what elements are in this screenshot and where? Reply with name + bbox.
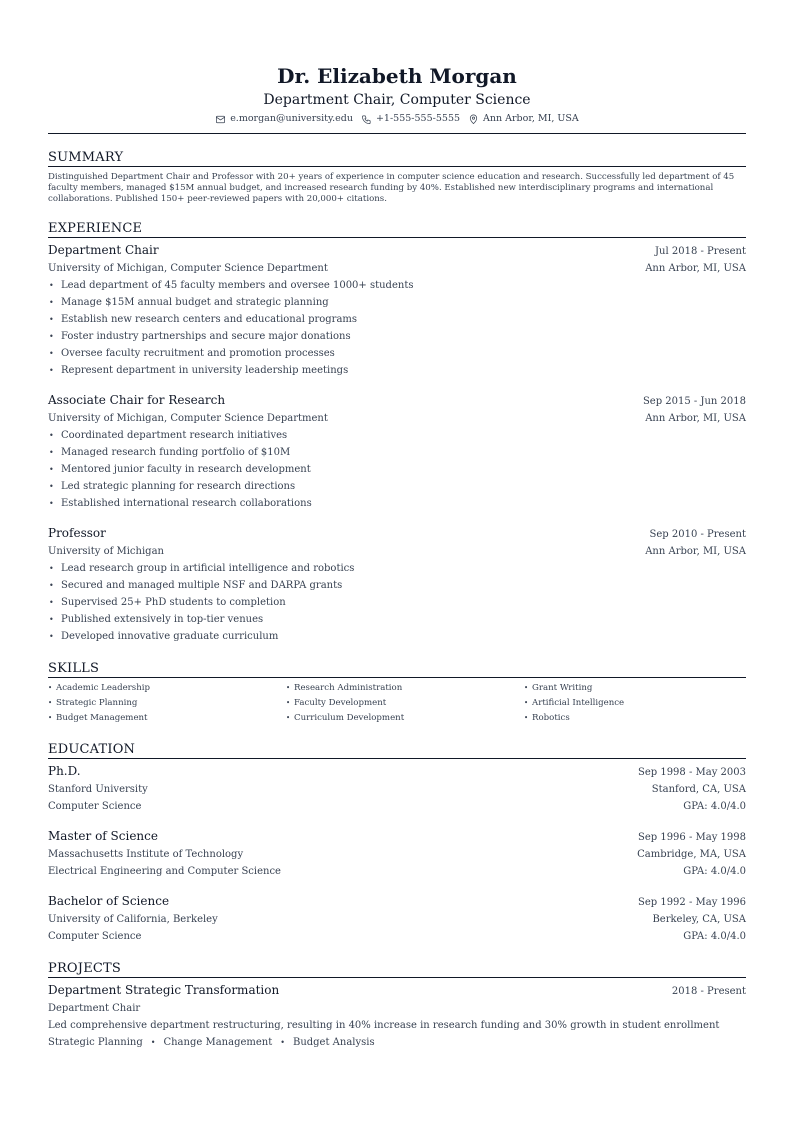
experience-entry xyxy=(48,525,746,645)
job-organization: University of Michigan xyxy=(48,546,164,557)
skill-item: • Budget Management xyxy=(48,711,286,726)
job-bullet: • Manage $15M annual budget and strategic planning xyxy=(48,294,746,311)
degree-dates: Sep 1996 - May 1998 xyxy=(637,832,746,843)
job-dates: Sep 2010 - Present xyxy=(649,529,746,540)
job-bullet: • Foster industry partnerships and secure major donations xyxy=(48,328,746,345)
school-name: Stanford University xyxy=(48,784,148,795)
job-bullet: • Led strategic planning for research directions xyxy=(48,478,746,495)
tag-separator: • xyxy=(150,1038,156,1047)
summary-heading: SUMMARY xyxy=(48,150,746,167)
school-name: Massachusetts Institute of Technology xyxy=(48,849,244,860)
education-entry xyxy=(48,763,746,815)
candidate-title: Department Chair, Computer Science xyxy=(263,92,531,108)
job-bullet: • Lead department of 45 faculty members and oversee 1000+ students xyxy=(48,277,746,294)
contact-location xyxy=(468,113,579,125)
job-bullets xyxy=(48,277,746,379)
map-pin-icon xyxy=(468,114,479,125)
job-location: Ann Arbor, MI, USA xyxy=(645,546,746,557)
skill-item: • Curriculum Development xyxy=(286,711,524,726)
school-name: University of California, Berkeley xyxy=(48,914,218,925)
skills-heading: SKILLS xyxy=(48,661,746,678)
project-entry xyxy=(48,982,746,1051)
school-location: Stanford, CA, USA xyxy=(651,784,746,795)
job-bullet: • Supervised 25+ PhD students to completion xyxy=(48,594,746,611)
mail-icon xyxy=(215,114,226,125)
degree-name: Master of Science xyxy=(48,829,158,843)
degree-gpa: GPA: 4.0/4.0 xyxy=(683,931,746,942)
skill-item: • Research Administration xyxy=(286,681,524,696)
degree-dates: Sep 1992 - May 1996 xyxy=(637,897,746,908)
degree-gpa: GPA: 4.0/4.0 xyxy=(683,801,746,812)
degree-name: Bachelor of Science xyxy=(48,894,170,908)
project-description: Led comprehensive department restructuring, resulting in 40% increase in research funding and 30% growth in student enrollment xyxy=(48,1020,720,1031)
location-text: Ann Arbor, MI, USA xyxy=(483,113,579,124)
skill-item: • Robotics xyxy=(524,711,746,726)
job-location: Ann Arbor, MI, USA xyxy=(645,263,746,274)
school-location: Cambridge, MA, USA xyxy=(637,849,746,860)
skill-item: • Strategic Planning xyxy=(48,696,286,711)
degree-dates: Sep 1998 - May 2003 xyxy=(637,767,746,778)
summary-text: Distinguished Department Chair and Professor with 20+ years of experience in computer science education and research. Successfully led department of 45 faculty members, managed $15M annual budget, and increased research funding by 40%. Established new interdisciplinary programs and international collaborations. Published 150+ peer-reviewed papers with 20,000+ citations. xyxy=(48,172,735,204)
phone-icon xyxy=(361,114,372,125)
skills-grid xyxy=(48,681,746,726)
project-role: Department Chair xyxy=(48,1003,141,1014)
degree-name: Ph.D. xyxy=(48,764,81,778)
job-bullet: • Managed research funding portfolio of $10M xyxy=(48,444,746,461)
job-bullet: • Coordinated department research initiatives xyxy=(48,427,746,444)
job-bullet: • Represent department in university leadership meetings xyxy=(48,362,746,379)
education-entry xyxy=(48,893,746,945)
job-bullets xyxy=(48,560,746,645)
degree-gpa: GPA: 4.0/4.0 xyxy=(683,866,746,877)
candidate-name: Dr. Elizabeth Morgan xyxy=(277,64,517,88)
job-bullets xyxy=(48,427,746,512)
degree-field: Computer Science xyxy=(48,801,142,812)
email-text[interactable]: e.morgan@university.edu xyxy=(230,113,353,124)
job-bullet: • Developed innovative graduate curriculum xyxy=(48,628,746,645)
school-location: Berkeley, CA, USA xyxy=(652,914,746,925)
summary-section xyxy=(48,150,746,205)
education-section xyxy=(48,742,746,945)
job-organization: University of Michigan, Computer Science Department xyxy=(48,413,328,424)
tag-separator: • xyxy=(280,1038,285,1047)
skill-item: • Academic Leadership xyxy=(48,681,286,696)
header-divider xyxy=(48,133,746,134)
job-organization: University of Michigan, Computer Science Department xyxy=(48,263,328,274)
projects-section xyxy=(48,961,746,1051)
job-bullet: • Mentored junior faculty in research development xyxy=(48,461,746,478)
job-dates: Jul 2018 - Present xyxy=(655,246,746,257)
contact-phone[interactable] xyxy=(361,113,460,125)
experience-section xyxy=(48,221,746,645)
job-bullet: • Published extensively in top-tier venues xyxy=(48,611,746,628)
job-dates: Sep 2015 - Jun 2018 xyxy=(642,396,746,407)
job-bullet: • Oversee faculty recruitment and promotion processes xyxy=(48,345,746,362)
project-tag: Strategic Planning xyxy=(48,1037,143,1048)
resume-header xyxy=(48,64,746,134)
skill-item: • Faculty Development xyxy=(286,696,524,711)
contact-email[interactable] xyxy=(215,113,353,125)
project-tag: Change Management xyxy=(163,1037,273,1048)
job-bullet: • Establish new research centers and educational programs xyxy=(48,311,746,328)
education-entry xyxy=(48,828,746,880)
experience-entry xyxy=(48,242,746,379)
experience-heading: EXPERIENCE xyxy=(48,221,746,238)
project-tag: Budget Analysis xyxy=(292,1037,375,1048)
project-dates: 2018 - Present xyxy=(671,986,746,997)
degree-field: Electrical Engineering and Computer Science xyxy=(48,866,281,877)
project-name: Department Strategic Transformation xyxy=(48,983,280,997)
project-tags xyxy=(48,1034,746,1051)
skills-section xyxy=(48,661,746,726)
job-bullet: • Established international research collaborations xyxy=(48,495,746,512)
job-bullet: • Secured and managed multiple NSF and DARPA grants xyxy=(48,577,746,594)
skill-item: • Grant Writing xyxy=(524,681,746,696)
education-heading: EDUCATION xyxy=(48,742,746,759)
skill-item: • Artificial Intelligence xyxy=(524,696,746,711)
degree-field: Computer Science xyxy=(48,931,142,942)
job-title: Professor xyxy=(48,526,106,540)
job-title: Associate Chair for Research xyxy=(48,393,226,407)
job-location: Ann Arbor, MI, USA xyxy=(645,413,746,424)
contact-line xyxy=(48,113,746,125)
job-bullet: • Lead research group in artificial intelligence and robotics xyxy=(48,560,746,577)
phone-text[interactable]: +1-555-555-5555 xyxy=(375,113,461,124)
experience-entry xyxy=(48,392,746,512)
job-title: Department Chair xyxy=(48,243,159,257)
projects-heading: PROJECTS xyxy=(48,961,746,978)
